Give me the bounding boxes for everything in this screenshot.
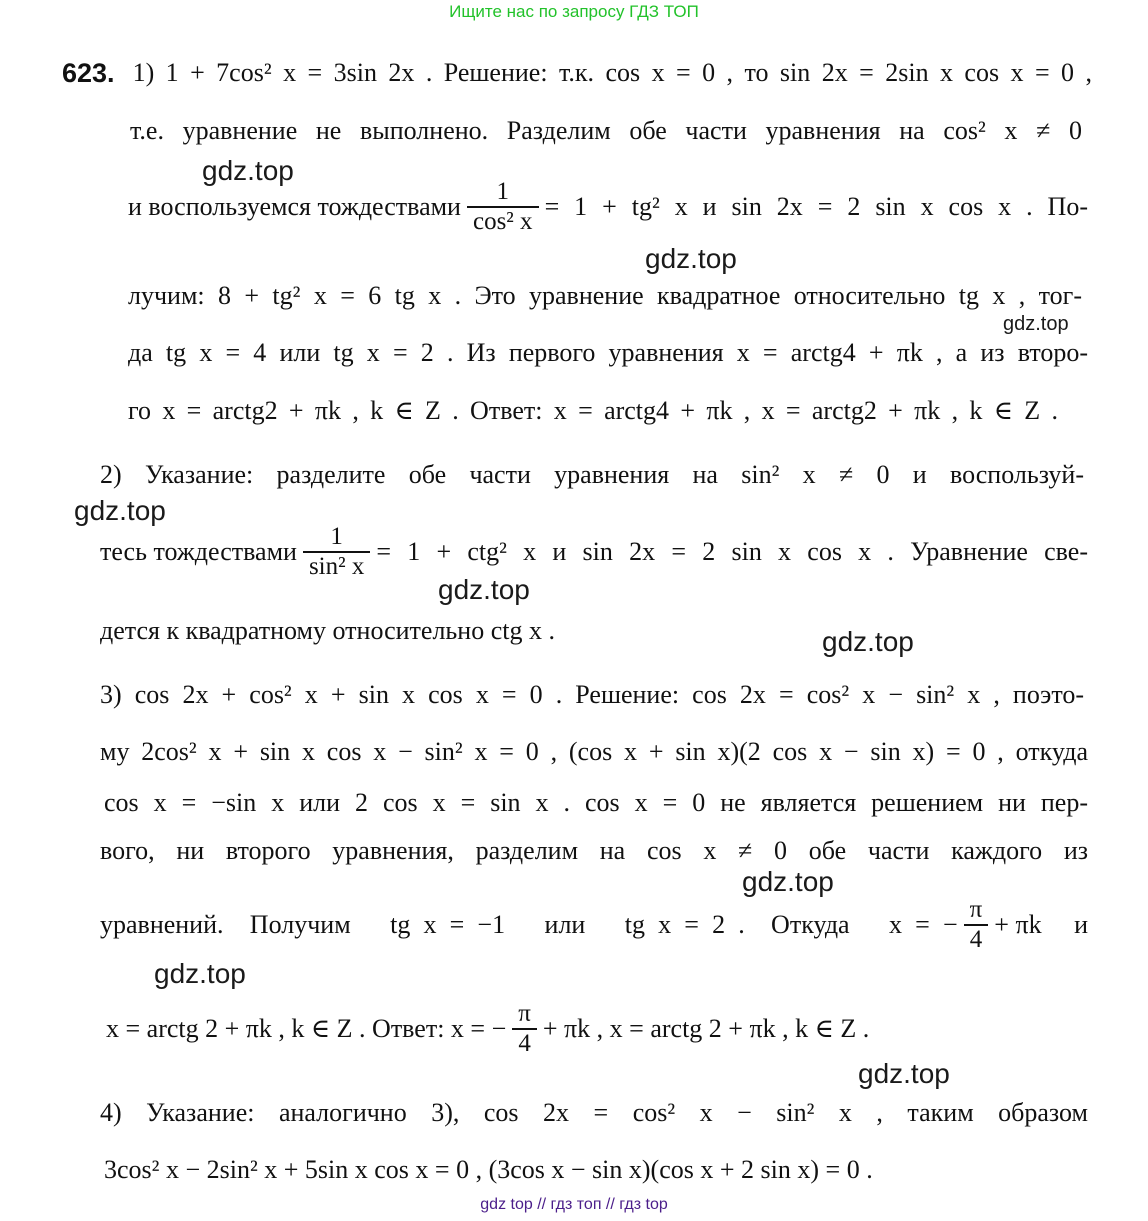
line-7: 2) Указание: разделите обе части уравнения на sin² x ≠ 0 и воспользуй- [100,460,1084,489]
watermark: gdz.top [858,1058,950,1089]
fraction [512,1000,537,1058]
fraction [467,178,539,236]
line-16: 4) Указание: аналогично 3), cos 2x = cos² x − sin² x , таким образом [100,1098,1088,1127]
line-9: дется к квадратному относительно ctg x . [100,616,555,645]
line-text: = 1 + ctg² x и sin 2x = 2 sin x cos x . Уравнение све- [376,537,1088,566]
fraction [303,523,370,581]
line-4: лучим: 8 + tg² x = 6 tg x . Это уравнение квадратное относительно tg x , тог- [128,281,1082,310]
line-14 [100,896,1088,954]
footer-links[interactable]: gdz top // гдз топ // гдз top [480,1196,668,1213]
fraction [964,896,989,954]
line-text: 1) 1 + 7cos² x = 3sin 2x . Решение: т.к. cos x = 0 , то sin 2x = 2sin x cos x = 0 , [132,58,1092,87]
line-8 [100,523,1088,581]
header-banner[interactable]: Ищите нас по запросу ГДЗ ТОП [449,2,699,21]
line-text: уравнений. Получим tg x = −1 или tg x = 2 . Откуда x = − [100,910,958,939]
line-11: му 2cos² x + sin x cos x − sin² x = 0 , (cos x + sin x)(2 cos x − sin x) = 0 , откуда [100,737,1088,766]
numerator: π [969,896,983,923]
watermark: gdz.top [645,243,737,274]
line-6: го x = arctg2 + πk , k ∈ Z . Ответ: x = arctg4 + πk , x = arctg2 + πk , k ∈ Z . [128,396,1058,425]
watermark: gdz.top [822,626,914,657]
denominator: cos² x [467,206,539,236]
watermark: gdz.top [74,495,166,526]
watermark: gdz.top [1003,313,1069,335]
line-10: 3) cos 2x + cos² x + sin x cos x = 0 . Решение: cos 2x = cos² x − sin² x , поэто- [100,680,1084,709]
numerator: π [518,1000,531,1027]
line-text: тесь тождествами [100,537,297,566]
numerator: 1 [330,523,343,550]
numerator: 1 [496,178,510,205]
line-15 [106,1000,869,1058]
line-13: вого, ни второго уравнения, разделим на cos x ≠ 0 обе части каждого из [100,836,1088,865]
line-5: да tg x = 4 или tg x = 2 . Из первого уравнения x = arctg4 + πk , а из второ- [128,338,1088,367]
denominator: 4 [964,924,989,954]
watermark: gdz.top [742,866,834,897]
line-text: = 1 + tg² x и sin 2x = 2 sin x cos x . По- [544,192,1088,221]
line-text: x = arctg 2 + πk , k ∈ Z . Ответ: x = − [106,1014,507,1043]
watermark: gdz.top [202,155,294,186]
denominator: sin² x [303,551,370,581]
line-2: т.е. уравнение не выполнено. Разделим обе части уравнения на cos² x ≠ 0 [130,116,1082,145]
line-text: и воспользуемся тождествами [128,192,461,221]
line-12: cos x = −sin x или 2 cos x = sin x . cos x = 0 не является решением ни пер- [104,788,1088,817]
line-17: 3cos² x − 2sin² x + 5sin x cos x = 0 , (3cos x − sin x)(cos x + 2 sin x) = 0 . [104,1155,873,1184]
line-1 [62,58,1092,88]
watermark: gdz.top [154,958,246,989]
line-text: + πk и [994,910,1088,939]
line-text: + πk , x = arctg 2 + πk , k ∈ Z . [542,1014,870,1043]
problem-number: 623. [62,58,115,88]
watermark: gdz.top [438,574,530,605]
denominator: 4 [512,1028,537,1058]
